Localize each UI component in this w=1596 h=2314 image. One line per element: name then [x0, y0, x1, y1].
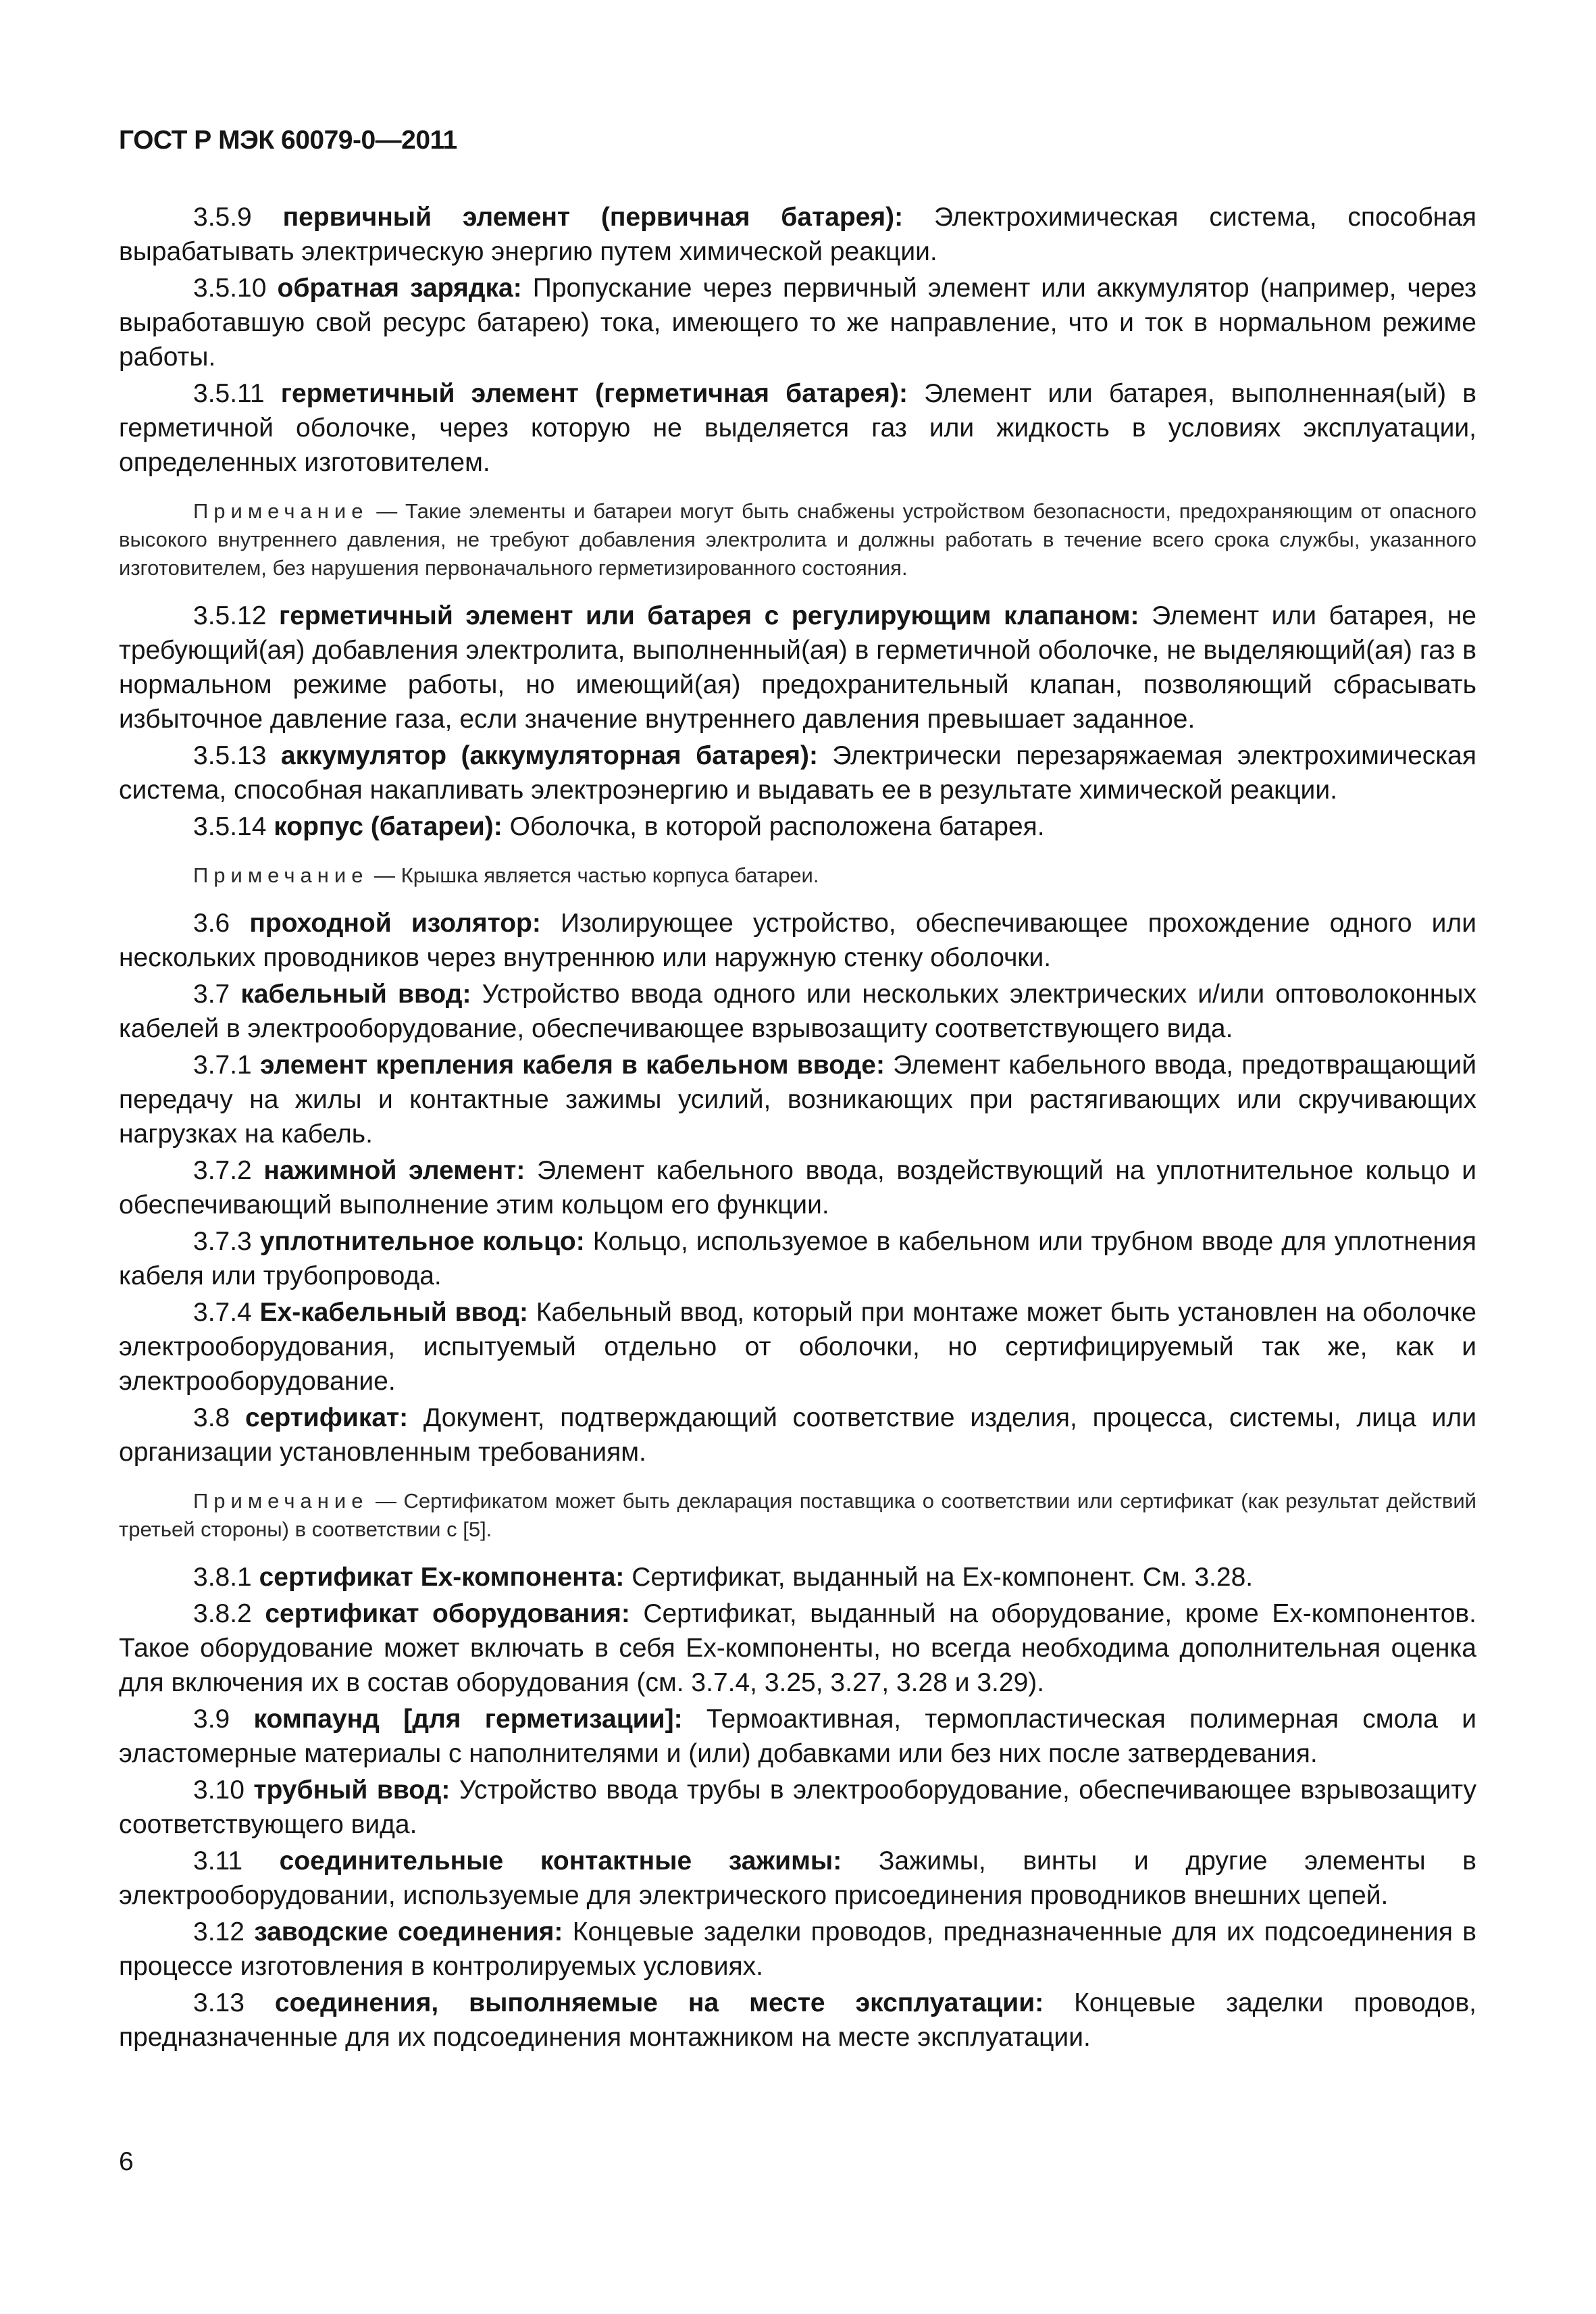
definition-text: Документ, подтверждающий соответствие изделия, процесса, системы, лица или организации установленным требованиям.: [119, 1403, 1476, 1467]
definition-paragraph: [119, 1596, 1476, 1700]
clause-number: 3.9: [193, 1705, 230, 1734]
term: соединительные контактные зажимы:: [279, 1846, 842, 1876]
definition-paragraph: [119, 1048, 1476, 1151]
clause-number: 3.5.9: [193, 203, 252, 232]
definition-text: Устройство ввода одного или нескольких электрических и/или оптоволоконных кабелей в электрооборудование, обеспечивающее взрывозащиту соответствующего вида.: [119, 980, 1476, 1043]
clause-number: 3.7: [193, 980, 230, 1009]
term: уплотнительное кольцо:: [259, 1227, 585, 1256]
note: Примечание — Сертификатом может быть декларация поставщика о соответствии или сертификат (как результат действий третьей стороны) в соответствии с [5].: [119, 1489, 1476, 1541]
definition-paragraph: [119, 1295, 1476, 1399]
definition-text: Термоактивная, термопластическая полимерная смола и эластомерные материалы с наполнителями и (или) добавками или без них после затвердевания.: [119, 1705, 1476, 1768]
clause-number: 3.7.1: [193, 1051, 252, 1080]
clause-number: 3.5.12: [193, 601, 267, 630]
definition-text: Элемент кабельного ввода, воздействующий на уплотнительное кольцо и обеспечивающий выполнение этим кольцом его функции.: [119, 1156, 1476, 1219]
term: сертификат Ех-компонента:: [259, 1563, 625, 1592]
definition-text: Элемент кабельного ввода, предотвращающий передачу на жилы и контактные зажимы усилий, возникающих при растягивающих или скручивающих нагрузках на кабель.: [119, 1051, 1477, 1149]
clause-number: 3.8: [193, 1403, 230, 1432]
definition-text: Сертификат, выданный на оборудование, кроме Ех-компонентов. Такое оборудование может включать в себя Ех-компоненты, но всегда необходима дополнительная оценка для включения их в состав оборудования (см. 3.7.4, 3.25, 3.27, 3.28 и 3.29).: [119, 1599, 1476, 1697]
clause-number: 3.5.11: [193, 379, 265, 408]
clause-number: 3.12: [193, 1917, 244, 1946]
clause-number: 3.5.14: [193, 812, 267, 841]
definition-paragraph: [119, 1702, 1476, 1771]
definition-text: Сертификат, выданный на Ех-компонент. См. 3.28.: [632, 1563, 1254, 1592]
term: герметичный элемент или батарея с регулирующим клапаном:: [278, 601, 1139, 630]
definition-paragraph: [119, 809, 1476, 844]
term: сертификат оборудования:: [265, 1599, 630, 1628]
clause-number: 3.7.2: [193, 1156, 252, 1185]
term: заводские соединения:: [254, 1917, 563, 1946]
page-number: 6: [119, 2147, 134, 2176]
term: сертификат:: [244, 1403, 409, 1432]
note-text: Крышка является частью корпуса батареи.: [401, 863, 819, 887]
definition-paragraph: [119, 376, 1476, 480]
definition-paragraph: [119, 977, 1476, 1046]
term: трубный ввод:: [253, 1776, 451, 1805]
term: кабельный ввод:: [240, 980, 471, 1009]
definition-text: Зажимы, винты и другие элементы в электрооборудовании, используемые для электрического присоединения проводников внешних цепей.: [119, 1846, 1477, 1910]
document-body: [119, 200, 1476, 2057]
definition-paragraph: [119, 599, 1476, 736]
term: элемент крепления кабеля в кабельном вводе:: [259, 1051, 885, 1080]
note-label: Примечание: [193, 863, 369, 887]
definition-text: Концевые заделки проводов, предназначенные для их подсоединения монтажником на месте эксплуатации.: [119, 1988, 1476, 2052]
term: аккумулятор (аккумуляторная батарея):: [280, 741, 818, 770]
clause-number: 3.8.2: [193, 1599, 252, 1628]
definition-paragraph: [119, 738, 1476, 807]
document-header: ГОСТ Р МЭК 60079-0—2011: [119, 126, 457, 155]
definition-paragraph: [119, 200, 1476, 269]
note-text: Сертификатом может быть декларация поставщика о соответствии или сертификат (как результат действий третьей стороны) в соответствии с [5].: [119, 1489, 1476, 1541]
definition-text: Кабельный ввод, который при монтаже может быть установлен на оболочке электрооборудования, испытуемый отдельно от оболочки, но сертифицируемый так же, как и электрооборудование.: [119, 1298, 1476, 1396]
note-label: Примечание: [193, 1489, 369, 1513]
clause-number: 3.8.1: [193, 1563, 252, 1592]
definition-text: Концевые заделки проводов, предназначенные для их подсоединения в процессе изготовления в контролируемых условиях.: [119, 1917, 1476, 1981]
definition-paragraph: [119, 1986, 1476, 2055]
definition-paragraph: [119, 1844, 1476, 1913]
definition-text: Кольцо, используемое в кабельном или трубном вводе для уплотнения кабеля или трубопровода.: [119, 1227, 1476, 1290]
clause-number: 3.5.10: [193, 274, 267, 303]
term: компаунд [для герметизации]:: [253, 1705, 683, 1734]
definition-paragraph: [119, 1560, 1476, 1594]
definition-paragraph: [119, 906, 1476, 975]
definition-text: Элемент или батарея, выполненная(ый) в герметичной оболочке, через которую не выделяется газ или жидкость в условиях эксплуатации, определенных изготовителем.: [119, 379, 1476, 477]
definition-paragraph: [119, 1915, 1476, 1984]
term: нажимной элемент:: [263, 1156, 525, 1185]
definition-text: Электрохимическая система, способная вырабатывать электрическую энергию путем химической реакции.: [119, 203, 1477, 266]
definition-paragraph: [119, 1153, 1476, 1222]
clause-number: 3.13: [193, 1988, 244, 2017]
term: проходной изолятор:: [249, 909, 541, 938]
note: Примечание — Такие элементы и батареи могут быть снабжены устройством безопасности, предохраняющим от опасного высокого внутреннего давления, не требуют добавления электролита и должны работать в течение всего срока службы, указанного изготовителем, без нарушения первоначального герметизированного состояния.: [119, 499, 1476, 580]
definition-text: Электрически перезаряжаемая электрохимическая система, способная накапливать электроэнергию и выдавать ее в результате химической реакции.: [119, 741, 1476, 805]
note-text: Такие элементы и батареи могут быть снабжены устройством безопасности, предохраняющим от опасного высокого внутреннего давления, не требуют добавления электролита и должны работать в течение всего срока службы, указанного изготовителем, без нарушения первоначального герметизированного состояния.: [119, 499, 1476, 580]
term: обратная зарядка:: [277, 274, 522, 303]
clause-number: 3.5.13: [193, 741, 267, 770]
definition-paragraph: [119, 271, 1476, 374]
term: Ех-кабельный ввод:: [259, 1298, 529, 1327]
clause-number: 3.6: [193, 909, 230, 938]
note: Примечание — Крышка является частью корпуса батареи.: [193, 863, 819, 887]
term: соединения, выполняемые на месте эксплуатации:: [274, 1988, 1044, 2017]
term: первичный элемент (первичная батарея):: [282, 203, 904, 232]
definition-text: Пропускание через первичный элемент или аккумулятор (например, через выработавшую свой ресурс батарею) тока, имеющего то же направление, что и ток в нормальном режиме работы.: [119, 274, 1476, 372]
clause-number: 3.11: [193, 1846, 243, 1876]
clause-number: 3.7.3: [193, 1227, 252, 1256]
clause-number: 3.7.4: [193, 1298, 252, 1327]
definition-text: Изолирующее устройство, обеспечивающее прохождение одного или нескольких проводников через внутреннюю или наружную стенку оболочки.: [119, 909, 1476, 972]
definition-text: Элемент или батарея, не требующий(ая) добавления электролита, выполненный(ая) в герметичной оболочке, не выделяющий(ая) газ в нормальном режиме работы, но имеющий(ая) предохранительный клапан, позволяющий сбрасывать избыточное давление газа, если значение внутреннего давления превышает заданное.: [119, 601, 1476, 734]
clause-number: 3.10: [193, 1776, 244, 1805]
note-label: Примечание: [193, 499, 369, 523]
definition-paragraph: [119, 1224, 1476, 1293]
definition-paragraph: [119, 1773, 1476, 1842]
term: корпус (батареи):: [274, 812, 503, 841]
term: герметичный элемент (герметичная батарея):: [280, 379, 908, 408]
definition-text: Оболочка, в которой расположена батарея.: [509, 812, 1045, 841]
definition-paragraph: [119, 1401, 1476, 1469]
definition-text: Устройство ввода трубы в электрооборудование, обеспечивающее взрывозащиту соответствующего вида.: [119, 1776, 1477, 1839]
